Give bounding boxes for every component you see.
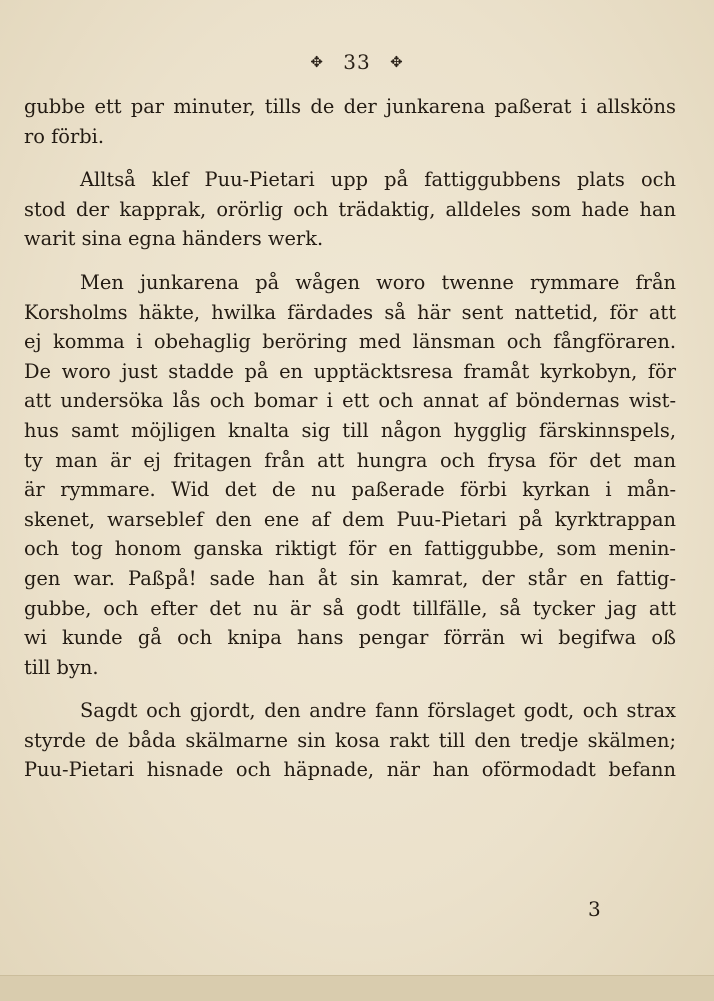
text-line: gen war. Paßpå! sade han åt sin kamrat, der står en fattig- (24, 566, 676, 590)
paragraph-gap (24, 151, 676, 165)
text-line: ej komma i obehaglig beröring med länsman och fångföraren. (24, 330, 676, 354)
page-number: 33 (343, 50, 371, 74)
text-line: warit sina egna händers werk. (24, 227, 324, 251)
page-bottom-edge (0, 975, 714, 1001)
paragraph-gap (24, 254, 676, 268)
text-line: Korsholms häkte, hwilka färdades så här sent nattetid, för att (24, 300, 676, 324)
text-line: Puu-Pietari hisnade och häpnade, när han oförmodadt befann (24, 758, 676, 782)
text-line: ro förbi. (24, 124, 105, 148)
text-line: gubbe ett par minuter, tills de der junkarena paßerat i allsköns (24, 95, 676, 118)
page-header (0, 50, 714, 74)
text-line: De woro just stadde på en upptäcktsresa framåt kyrkobyn, för (24, 359, 676, 383)
left-ornament-icon: ✥ (310, 53, 324, 71)
text-line: Sagdt och gjordt, den andre fann förslaget godt, och strax (80, 699, 676, 723)
text-line: gubbe, och efter det nu är så godt tillfälle, så tycker jag att (24, 596, 676, 620)
signature-mark: 3 (588, 897, 601, 921)
paragraph-gap (24, 682, 676, 696)
text-line: att undersöka lås och bomar i ett och annat af böndernas wist- (24, 389, 676, 413)
text-line: skenet, warseblef den ene af dem Puu-Pietari på kyrktrappan (24, 507, 676, 531)
text-line: ty man är ej fritagen från att hungra och frysa för det man (24, 448, 676, 472)
text-line: är rymmare. Wid det de nu paßerade förbi kyrkan i mån- (24, 478, 676, 502)
text-line: Alltså klef Puu-Pietari upp på fattiggubbens plats och (80, 168, 676, 192)
text-line: styrde de båda skälmarne sin kosa rakt till den tredje skälmen; (24, 728, 676, 752)
text-line: och tog honom ganska riktigt för en fattiggubbe, som menin- (24, 537, 676, 561)
text-line: wi kunde gå och knipa hans pengar förrän wi begifwa oß (24, 626, 676, 650)
text-line: Men junkarena på wågen woro twenne rymmare från (80, 270, 676, 294)
body-text (24, 92, 676, 785)
text-line: hus samt möjligen knalta sig till någon hygglig färskinnspels, (24, 418, 676, 442)
text-line: till byn. (24, 655, 99, 679)
text-line: stod der kapprak, orörlig och trädaktig, alldeles som hade han (24, 197, 676, 221)
right-ornament-icon: ✥ (390, 53, 404, 71)
